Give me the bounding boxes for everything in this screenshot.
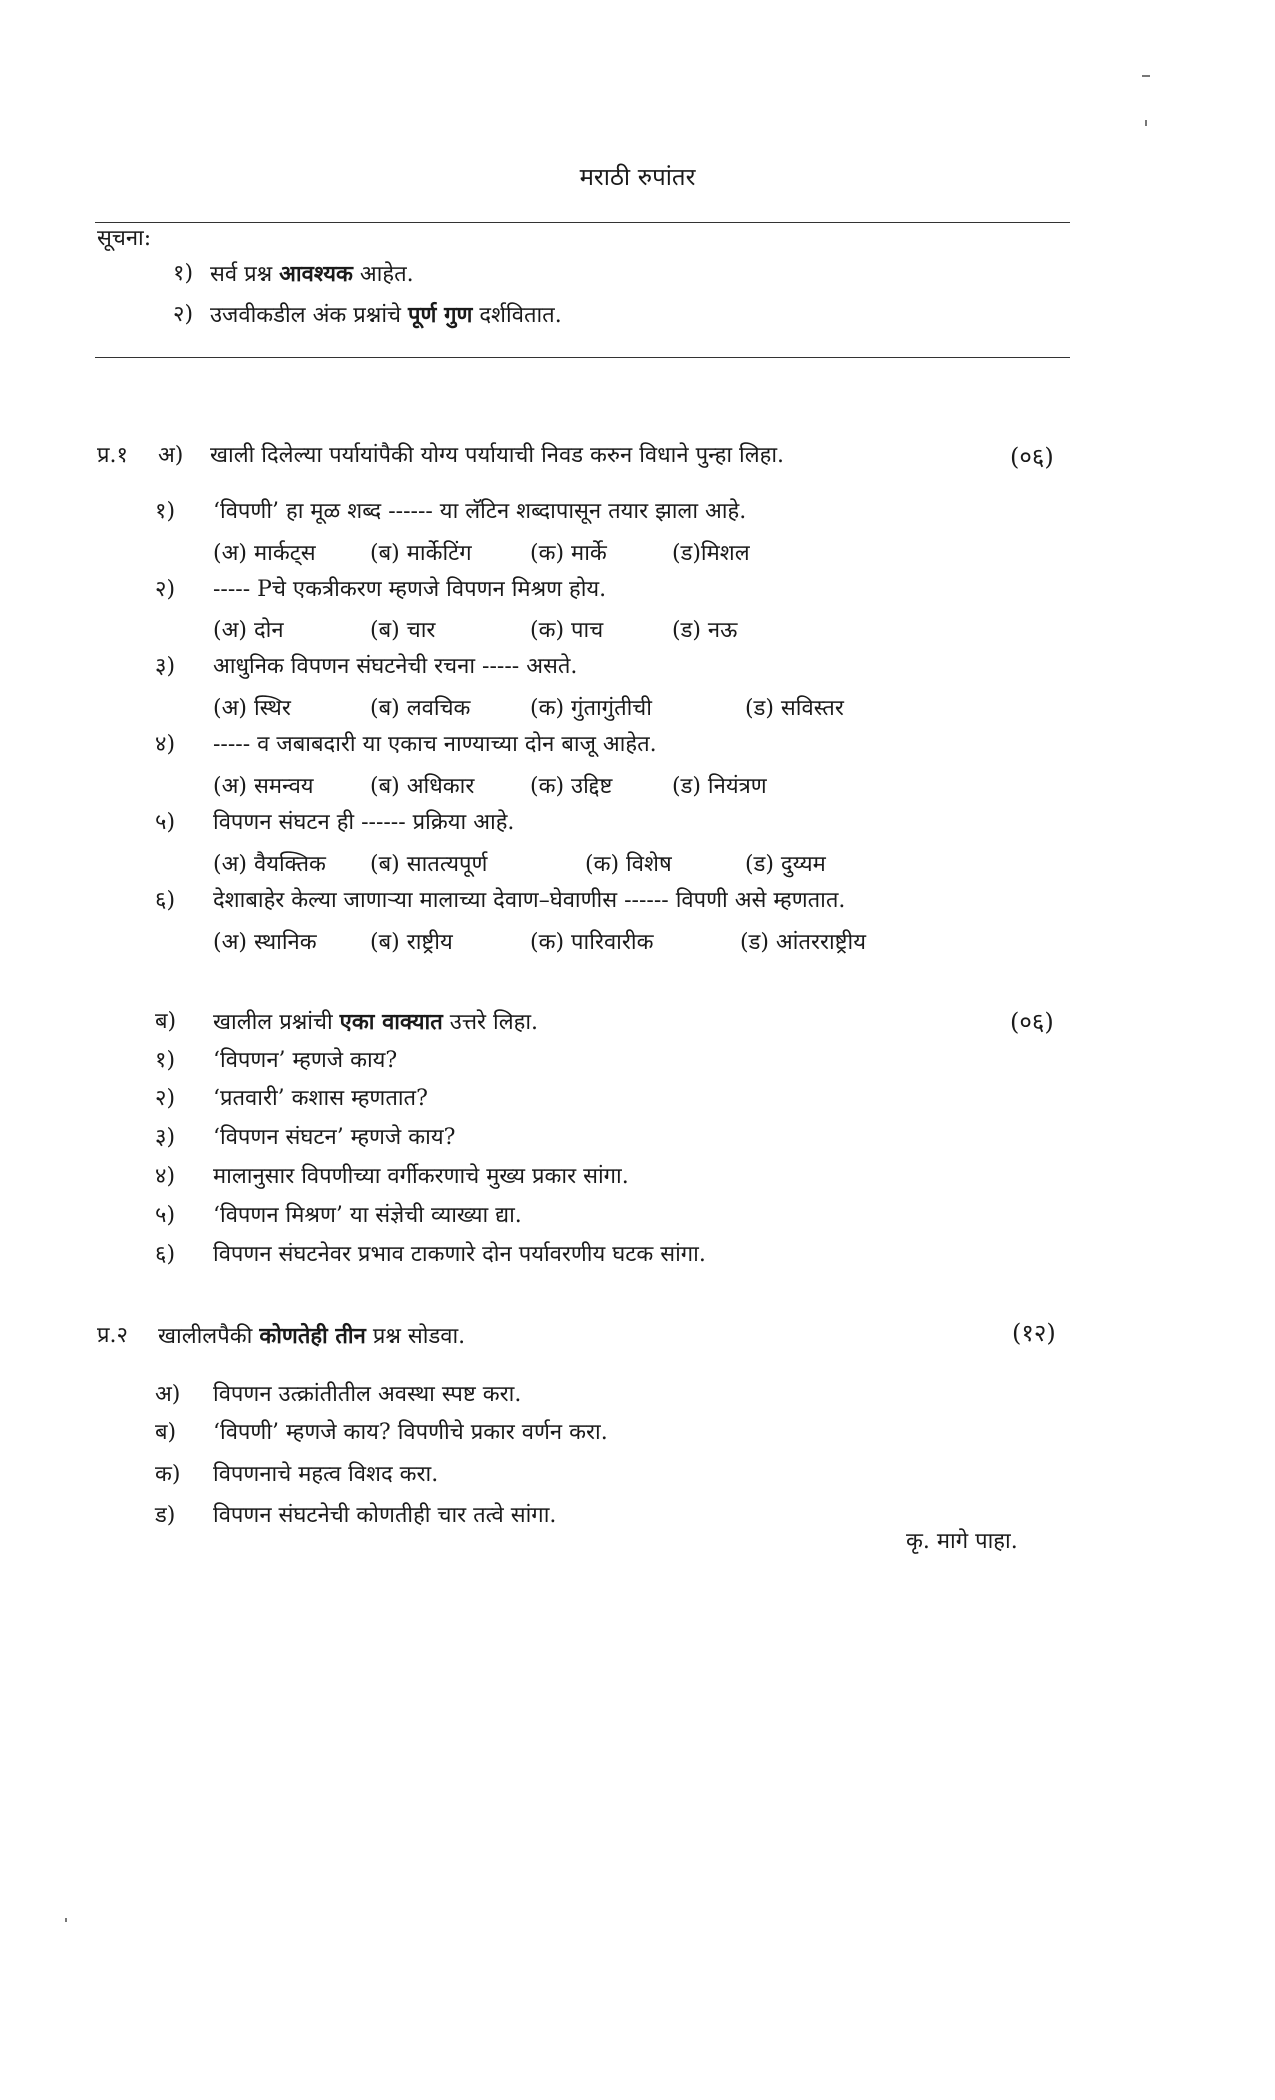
mcq-option: (अ) समन्वय <box>213 774 314 799</box>
mcq-option: (ड) दुय्यम <box>745 852 826 877</box>
item-number: ६) <box>155 888 176 913</box>
instruction-text: खालील प्रश्नांची <box>213 1010 340 1035</box>
instruction-number: १) <box>173 261 194 286</box>
mcq-option: (अ) वैयक्तिक <box>213 852 326 877</box>
mcq-option: (क) उद्दिष्ट <box>530 774 613 799</box>
item-number: ६) <box>155 1242 176 1267</box>
mcq-option: (ड) सविस्तर <box>745 696 844 721</box>
mcq-option: (क) मार्के <box>530 541 607 566</box>
short-question: ‘विपणन’ म्हणजे काय? <box>213 1048 398 1073</box>
item-number: क) <box>155 1462 181 1487</box>
question-instruction: खाली दिलेल्या पर्यायांपैकी योग्य पर्यायाची निवड करुन विधाने पुन्हा लिहा. <box>210 443 785 468</box>
item-number: ५) <box>155 810 176 835</box>
long-question: विपणन उत्क्रांतीतील अवस्था स्पष्ट करा. <box>213 1382 522 1407</box>
mcq-option: (अ) मार्कट्स <box>213 541 316 566</box>
page-turn-note: कृ. मागे पाहा. <box>906 1529 1018 1554</box>
instructions-heading: सूचना: <box>97 226 152 251</box>
instruction-item <box>210 300 562 331</box>
instruction-number: २) <box>173 302 194 327</box>
short-question: मालानुसार विपणीच्या वर्गीकरणाचे मुख्य प्रकार सांगा. <box>213 1164 629 1189</box>
bottom-divider <box>95 357 1070 358</box>
instruction-bold: एका वाक्यात <box>339 1009 443 1035</box>
instruction-text: सर्व प्रश्न <box>210 262 280 287</box>
mcq-statement: ----- Pचे एकत्रीकरण म्हणजे विपणन मिश्रण होय. <box>213 577 607 602</box>
instruction-item <box>210 259 414 290</box>
instruction-bold: आवश्यक <box>279 261 353 287</box>
item-number: ४) <box>155 1164 176 1189</box>
mcq-statement: ‘विपणी’ हा मूळ शब्द ------ या लॅटिन शब्दापासून तयार झाला आहे. <box>213 499 747 524</box>
instruction-text: उत्तरे लिहा. <box>442 1010 539 1035</box>
mcq-option: (ड) आंतरराष्ट्रीय <box>740 930 866 955</box>
mcq-option: (ब) राष्ट्रीय <box>370 930 453 955</box>
marks: (१२) <box>1012 1319 1056 1347</box>
mcq-option: (ब) अधिकार <box>370 774 475 799</box>
long-question: विपणन संघटनेची कोणतीही चार तत्वे सांगा. <box>213 1503 557 1528</box>
item-number: १) <box>155 499 176 524</box>
mcq-statement: विपणन संघटन ही ------ प्रक्रिया आहे. <box>213 810 515 835</box>
long-question: विपणनाचे महत्व विशद करा. <box>213 1462 439 1487</box>
long-question: ‘विपणी’ म्हणजे काय? विपणीचे प्रकार वर्णन करा. <box>213 1420 608 1445</box>
marks: (०६) <box>1010 443 1054 471</box>
mcq-option: (क) गुंतागुंतीची <box>530 696 652 721</box>
item-number: अ) <box>155 1382 181 1407</box>
top-divider <box>95 222 1070 223</box>
item-number: ३) <box>155 654 176 679</box>
page-title: मराठी रुपांतर <box>579 163 696 191</box>
question-number: प्र.१ <box>97 443 128 468</box>
item-number: १) <box>155 1048 176 1073</box>
item-number: ब) <box>155 1420 177 1445</box>
short-question: ‘विपणन संघटन’ म्हणजे काय? <box>213 1125 456 1150</box>
mcq-option: (ब) मार्केटिंग <box>370 541 472 566</box>
item-number: ३) <box>155 1125 176 1150</box>
item-number: ५) <box>155 1203 176 1228</box>
mcq-option: (क) पारिवारीक <box>530 930 654 955</box>
mcq-option: (ड) नियंत्रण <box>672 774 767 799</box>
instruction-text: दर्शवितात. <box>472 303 562 328</box>
short-question: ‘विपणन मिश्रण’ या संज्ञेची व्याख्या द्या. <box>213 1203 522 1228</box>
mcq-option: (ब) चार <box>370 618 436 643</box>
scan-speck <box>65 1918 67 1922</box>
question-number: प्र.२ <box>97 1323 128 1348</box>
mcq-option: (ड)मिशल <box>672 541 750 566</box>
item-number: २) <box>155 577 176 602</box>
item-number: ४) <box>155 732 176 757</box>
mcq-option: (अ) स्थानिक <box>213 930 317 955</box>
question-instruction <box>158 1321 465 1352</box>
instruction-text: उजवीकडील अंक प्रश्नांचे <box>210 303 409 328</box>
mcq-option: (अ) स्थिर <box>213 696 291 721</box>
instruction-text: आहेत. <box>352 262 414 287</box>
mcq-option: (क) पाच <box>530 618 604 643</box>
mcq-option: (क) विशेष <box>585 852 672 877</box>
instruction-text: खालीलपैकी <box>158 1324 260 1349</box>
question-part-label: ब) <box>155 1009 177 1034</box>
mcq-statement: आधुनिक विपणन संघटनेची रचना ----- असते. <box>213 654 578 679</box>
instruction-bold: पूर्ण गुण <box>408 302 473 328</box>
instruction-text: प्रश्न सोडवा. <box>365 1324 466 1349</box>
marks: (०६) <box>1010 1008 1054 1036</box>
mcq-statement: देशाबाहेर केल्या जाणाऱ्या मालाच्या देवाण–घेवाणीस ------ विपणी असे म्हणतात. <box>213 888 846 913</box>
question-instruction <box>213 1007 538 1038</box>
scan-speck <box>1145 120 1147 126</box>
mcq-option: (ब) लवचिक <box>370 696 471 721</box>
mcq-option: (ड) नऊ <box>672 618 738 643</box>
instruction-bold: कोणतेही तीन <box>259 1323 366 1349</box>
short-question: विपणन संघटनेवर प्रभाव टाकणारे दोन पर्यावरणीय घटक सांगा. <box>213 1242 706 1267</box>
short-question: ‘प्रतवारी’ कशास म्हणतात? <box>213 1086 428 1111</box>
mcq-option: (अ) दोन <box>213 618 284 643</box>
scan-speck <box>1142 75 1150 77</box>
question-part-label: अ) <box>158 443 184 468</box>
mcq-option: (ब) सातत्यपूर्ण <box>370 852 488 877</box>
item-number: २) <box>155 1086 176 1111</box>
mcq-statement: ----- व जबाबदारी या एकाच नाण्याच्या दोन बाजू आहेत. <box>213 732 657 757</box>
item-number: ड) <box>155 1503 176 1528</box>
